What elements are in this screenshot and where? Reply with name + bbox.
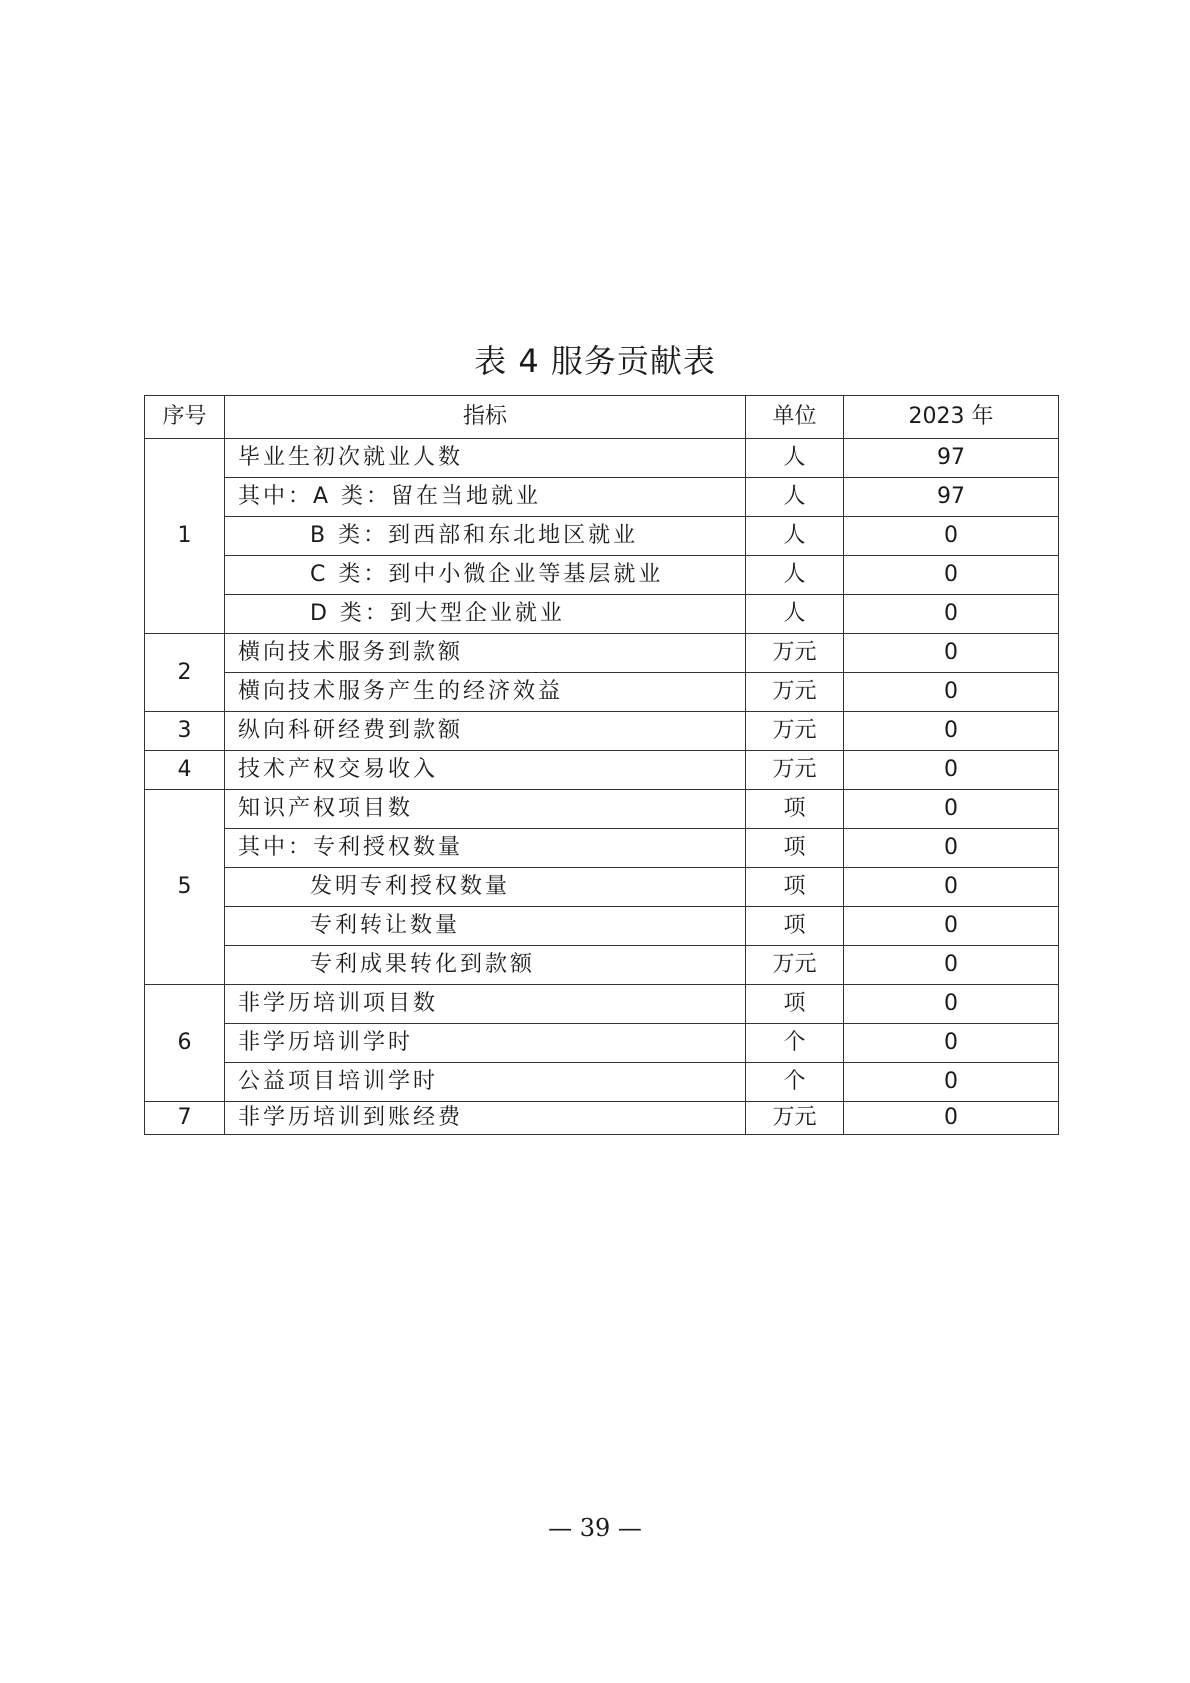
- row-number: 7: [145, 1102, 225, 1135]
- indicator-cell: 纵向科研经费到款额: [225, 712, 746, 751]
- header-unit: 单位: [746, 396, 844, 439]
- value-cell: 0: [844, 868, 1059, 907]
- unit-cell: 人: [746, 556, 844, 595]
- value-cell: 0: [844, 1024, 1059, 1063]
- table-header-row: [145, 396, 1059, 439]
- table-row: [145, 790, 1059, 829]
- header-indicator: 指标: [225, 396, 746, 439]
- indicator-cell: 毕业生初次就业人数: [225, 439, 746, 478]
- indicator-cell: 公益项目培训学时: [225, 1063, 746, 1102]
- unit-cell: 个: [746, 1063, 844, 1102]
- table-row: [145, 907, 1059, 946]
- row-number: 2: [145, 634, 225, 712]
- table-row: [145, 478, 1059, 517]
- table-row: [145, 634, 1059, 673]
- indicator-cell: 专利成果转化到款额: [225, 946, 746, 985]
- header-year: 2023 年: [844, 396, 1059, 439]
- unit-cell: 个: [746, 1024, 844, 1063]
- value-cell: 0: [844, 1063, 1059, 1102]
- indicator-cell: 横向技术服务产生的经济效益: [225, 673, 746, 712]
- unit-cell: 万元: [746, 946, 844, 985]
- value-cell: 0: [844, 556, 1059, 595]
- indicator-cell: 非学历培训学时: [225, 1024, 746, 1063]
- table-row: [145, 829, 1059, 868]
- unit-cell: 万元: [746, 751, 844, 790]
- value-cell: 0: [844, 673, 1059, 712]
- table-row: [145, 868, 1059, 907]
- header-no: 序号: [145, 396, 225, 439]
- indicator-cell: 知识产权项目数: [225, 790, 746, 829]
- row-number: 3: [145, 712, 225, 751]
- unit-cell: 项: [746, 868, 844, 907]
- table-row: [145, 712, 1059, 751]
- table-row: [145, 673, 1059, 712]
- value-cell: 0: [844, 751, 1059, 790]
- table-row: [145, 517, 1059, 556]
- table-row: [145, 946, 1059, 985]
- indicator-cell: 其中：A 类：留在当地就业: [225, 478, 746, 517]
- table-title: 表 4 服务贡献表: [474, 342, 716, 380]
- indicator-cell: 技术产权交易收入: [225, 751, 746, 790]
- table-row: [145, 439, 1059, 478]
- table-row: [145, 985, 1059, 1024]
- value-cell: 0: [844, 829, 1059, 868]
- unit-cell: 项: [746, 985, 844, 1024]
- value-cell: 0: [844, 907, 1059, 946]
- unit-cell: 万元: [746, 673, 844, 712]
- indicator-cell: 非学历培训项目数: [225, 985, 746, 1024]
- unit-cell: 人: [746, 439, 844, 478]
- indicator-cell: B 类：到西部和东北地区就业: [225, 517, 746, 556]
- value-cell: 0: [844, 595, 1059, 634]
- unit-cell: 万元: [746, 634, 844, 673]
- indicator-cell: 其中：专利授权数量: [225, 829, 746, 868]
- value-cell: 0: [844, 946, 1059, 985]
- value-cell: 0: [844, 790, 1059, 829]
- value-cell: 97: [844, 439, 1059, 478]
- value-cell: 0: [844, 634, 1059, 673]
- row-number: 5: [145, 790, 225, 985]
- value-cell: 0: [844, 985, 1059, 1024]
- indicator-cell: C 类：到中小微企业等基层就业: [225, 556, 746, 595]
- unit-cell: 项: [746, 829, 844, 868]
- indicator-cell: 发明专利授权数量: [225, 868, 746, 907]
- value-cell: 97: [844, 478, 1059, 517]
- unit-cell: 项: [746, 907, 844, 946]
- value-cell: 0: [844, 517, 1059, 556]
- value-cell: 0: [844, 712, 1059, 751]
- indicator-cell: 非学历培训到账经费: [225, 1102, 746, 1135]
- page-number: — 39 —: [548, 1514, 642, 1542]
- table-row: [145, 1024, 1059, 1063]
- table-row: [145, 556, 1059, 595]
- table-row: [145, 1102, 1059, 1135]
- table-row: [145, 595, 1059, 634]
- service-contribution-table: [144, 395, 1059, 1135]
- row-number: 4: [145, 751, 225, 790]
- unit-cell: 万元: [746, 1102, 844, 1135]
- value-cell: 0: [844, 1102, 1059, 1135]
- unit-cell: 人: [746, 595, 844, 634]
- row-number: 1: [145, 439, 225, 634]
- row-number: 6: [145, 985, 225, 1102]
- unit-cell: 人: [746, 517, 844, 556]
- indicator-cell: 专利转让数量: [225, 907, 746, 946]
- table-row: [145, 751, 1059, 790]
- table-row: [145, 1063, 1059, 1102]
- indicator-cell: D 类：到大型企业就业: [225, 595, 746, 634]
- unit-cell: 万元: [746, 712, 844, 751]
- indicator-cell: 横向技术服务到款额: [225, 634, 746, 673]
- unit-cell: 项: [746, 790, 844, 829]
- unit-cell: 人: [746, 478, 844, 517]
